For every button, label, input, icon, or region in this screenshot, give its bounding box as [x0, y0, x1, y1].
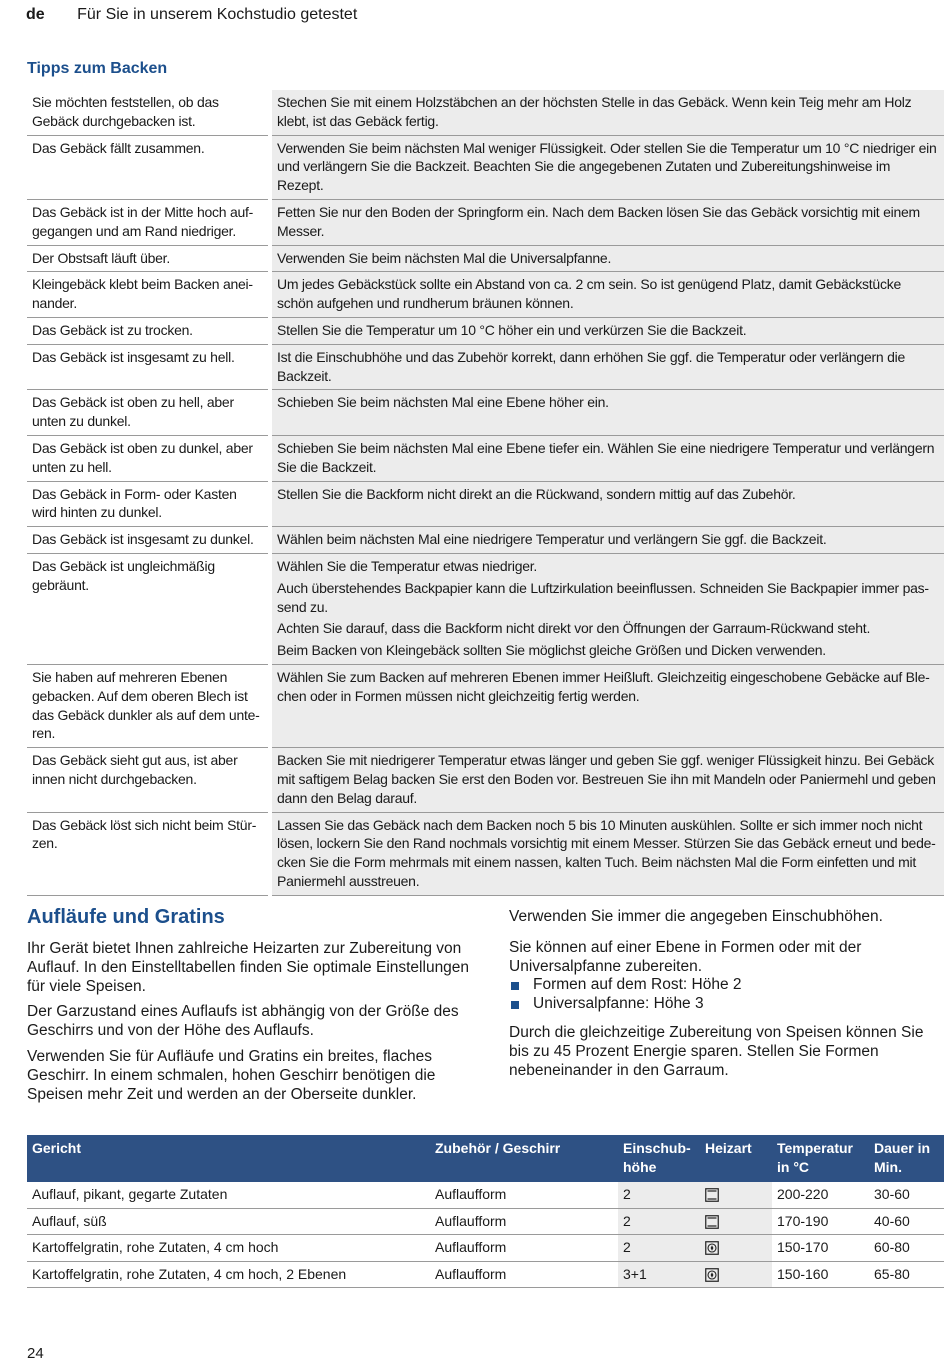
table-row [27, 435, 944, 481]
top-bottom-heat-icon [705, 1215, 719, 1229]
table-row [27, 1261, 944, 1288]
gratins-intro-right [509, 908, 939, 1087]
solution-text: Fetten Sie nur den Boden der Springform ein. Nach dem Backen lösen Sie das Gebäck vorsichtig mit einem Messer. [277, 203, 920, 239]
intro-paragraph: Ihr Gerät bietet Ihnen zahlreiche Heizarten zur Zubereitung von Auflauf. In den Einstelltabellen finden Sie optimale Einstellungen für viele Speisen. [27, 940, 470, 995]
dish-cell: Auflauf, süß [27, 1208, 430, 1235]
solution-cell [270, 90, 944, 135]
baking-tips-table [27, 90, 944, 896]
duration-cell: 65-80 [869, 1261, 944, 1288]
solution-cell [270, 272, 944, 318]
solution-cell [270, 317, 944, 344]
problem-cell: Sie möchten feststellen, ob das Gebäck durchgebacken ist. [32, 94, 219, 129]
table-row [27, 1235, 944, 1262]
shelf-level-cell: 2 [618, 1235, 700, 1262]
table-row [27, 527, 944, 554]
shelf-level-cell: 2 [618, 1208, 700, 1235]
page-header [26, 6, 357, 24]
column-header: Gericht [27, 1135, 430, 1182]
solution-text: Ist die Einschubhöhe und das Zubehör korrekt, dann erhöhen Sie ggf. die Temperatur oder verlängern die Backzeit. [277, 348, 905, 384]
solution-text: Schieben Sie beim nächsten Mal eine Ebene höher ein. [277, 394, 609, 411]
solution-text: Verwenden Sie beim nächsten Mal weniger Flüssigkeit. Oder stellen Sie die Temperatur um 10 °C niedriger ein und verlängern Sie die Backzeit. Beachten Sie die angegebenen Zutaten und Zubereitungshinweise im Rezept. [277, 139, 937, 194]
temperature-cell: 150-160 [772, 1261, 869, 1288]
solution-text: Wählen Sie zum Backen auf mehreren Ebenen immer Heißluft. Gleichzeitig eingeschobene Gebäcke auf Ble-chen oder in Formen müssen nicht gleichzeitig fertig werden. [277, 668, 930, 704]
heating-mode-cell [700, 1261, 772, 1288]
solution-cell [270, 344, 944, 390]
table-row [27, 245, 944, 272]
solution-cell [270, 527, 944, 554]
dish-cell: Kartoffelgratin, rohe Zutaten, 4 cm hoch, 2 Ebenen [27, 1261, 430, 1288]
solution-text: Stellen Sie die Backform nicht direkt an die Rückwand, sondern mittig auf das Zubehör. [277, 485, 796, 502]
shelf-level-list [509, 976, 939, 1014]
table-row [27, 664, 944, 747]
solution-cell [270, 664, 944, 747]
list-item: Formen auf dem Rost: Höhe 2 [509, 976, 939, 995]
problem-cell: Das Gebäck ist oben zu dunkel, aber unten zu hell. [27, 435, 270, 481]
solution-cell [270, 748, 944, 812]
intro-paragraph: Der Garzustand eines Auflaufs ist abhängig von der Größe des Geschirrs und von der Höhe des Auflaufs. [27, 1003, 459, 1040]
solution-text: Um jedes Gebäckstück sollte ein Abstand von ca. 2 cm sein. So ist genügend Platz, damit Gebäckstücke schön aufgehen und rundherum bräunen können. [277, 276, 902, 312]
heating-mode-cell [700, 1235, 772, 1262]
solution-text: Lassen Sie das Gebäck nach dem Backen noch 5 bis 10 Minuten auskühlen. Sollte er sich immer noch nicht lösen, lockern Sie den Rand nochmals vorsichtig mit einem Messer. Stürzen Sie das Gebäck erneut und bede-cken Sie die Form mehrmals mit einem nassen, kalten Tuch. Beim nächsten Mal die Form einfetten und mit Paniermehl ausstreuen. [277, 816, 936, 889]
accessory-cell: Auflaufform [430, 1182, 618, 1208]
column-header: Dauer in Min. [869, 1135, 944, 1182]
shelf-level-cell: 3+1 [618, 1261, 700, 1288]
column-header: Heizart [700, 1135, 772, 1182]
accessory-cell: Auflaufform [430, 1235, 618, 1262]
problem-cell: Das Gebäck in Form- oder Kasten wird hinten zu dunkel. [27, 481, 270, 527]
energy-note: Durch die gleichzeitige Zubereitung von Speisen können Sie bis zu 45 Prozent Energie sparen. Stellen Sie Formen nebeneinander in den Garraum. [509, 1023, 924, 1079]
table-row [27, 1208, 944, 1235]
solution-cell [270, 812, 944, 895]
problem-cell: Das Gebäck ist insgesamt zu dunkel. [27, 527, 270, 554]
intro-paragraph: Verwenden Sie für Aufläufe und Gratins ein breites, flaches Geschirr. In einem schmalen, hohen Geschirr benötigen die Speisen mehr Zeit und werden an der Oberseite dunkler. [27, 1047, 436, 1103]
solution-text: Auch überstehendes Backpapier kann die Luftzirkulation beeinflussen. Schneiden Sie Backpapier immer pas-send zu. [277, 579, 929, 615]
table-row [27, 317, 944, 344]
problem-cell: Das Gebäck fällt zusammen. [27, 135, 270, 199]
gratins-section-title: Aufläufe und Gratins [27, 906, 225, 928]
solution-cell [270, 245, 944, 272]
duration-cell: 60-80 [869, 1235, 944, 1262]
solution-cell [270, 199, 944, 245]
table-row [27, 272, 944, 318]
solution-text: Wählen beim nächsten Mal eine niedrigere Temperatur und verlängern Sie ggf. die Backzeit. [277, 531, 827, 548]
shelf-level-note: Verwenden Sie immer die angegeben Einschubhöhen. [509, 908, 883, 925]
cookware-note: Sie können auf einer Ebene in Formen oder mit der Universalpfanne zubereiten. [509, 938, 862, 975]
solution-cell [270, 135, 944, 199]
gratins-intro-left [27, 940, 477, 1111]
temperature-cell: 150-170 [772, 1235, 869, 1262]
shelf-level-cell: 2 [618, 1182, 700, 1208]
solution-text: Achten Sie darauf, dass die Backform nicht direkt vor den Öffnungen der Garraum-Rückwand steht. [277, 620, 871, 637]
solution-text: Schieben Sie beim nächsten Mal eine Ebene tiefer ein. Wählen Sie eine niedrigere Temperatur und verlängern Sie die Backzeit. [277, 439, 935, 475]
problem-cell: Sie haben auf mehreren Ebenen gebacken. Auf dem oberen Blech ist das Gebäck dunkler als auf dem unte-ren. [27, 664, 270, 747]
tips-section-title: Tipps zum Backen [27, 60, 168, 77]
solution-text: Backen Sie mit niedrigerer Temperatur etwas länger und geben Sie ggf. weniger Flüssigkeit hinzu. Bei Gebäck mit saftigem Belag backen Sie erst den Boden vor. Bestreuen Sie ihn mit Mandeln oder Paniermehl und geben dann den Belag darauf. [277, 752, 936, 806]
gratin-settings-table [27, 1135, 944, 1288]
solution-text: Stechen Sie mit einem Holzstäbchen an der höchsten Stelle in das Gebäck. Wenn kein Teig mehr am Holz klebt, ist das Gebäck fertig. [277, 94, 912, 129]
solution-cell [270, 553, 944, 664]
temperature-cell: 200-220 [772, 1182, 869, 1208]
column-header: Temperatur in °C [772, 1135, 869, 1182]
problem-cell: Das Gebäck ist zu trocken. [27, 317, 270, 344]
problem-cell: Das Gebäck ist ungleichmäßig gebräunt. [27, 553, 270, 664]
heating-mode-cell [700, 1208, 772, 1235]
column-header: Zubehör / Geschirr [430, 1135, 618, 1182]
temperature-cell: 170-190 [772, 1208, 869, 1235]
solution-text: Wählen Sie die Temperatur etwas niedriger. [277, 557, 538, 574]
solution-text: Verwenden Sie beim nächsten Mal die Universalpfanne. [277, 249, 612, 266]
table-row [27, 344, 944, 390]
problem-cell: Das Gebäck ist oben zu hell, aber unten zu dunkel. [27, 390, 270, 436]
problem-cell: Das Gebäck löst sich nicht beim Stür-zen. [27, 812, 270, 895]
problem-cell: Das Gebäck ist in der Mitte hoch auf-gegangen und am Rand niedriger. [27, 199, 270, 245]
solution-cell [270, 390, 944, 436]
dish-cell: Auflauf, pikant, gegarte Zutaten [27, 1182, 430, 1208]
table-row [27, 199, 944, 245]
solution-text: Stellen Sie die Temperatur um 10 °C höher ein und verkürzen Sie die Backzeit. [277, 321, 747, 338]
problem-cell: Das Gebäck sieht gut aus, ist aber innen nicht durchgebacken. [27, 748, 270, 812]
problem-cell: Kleingebäck klebt beim Backen anei-nander. [27, 272, 270, 318]
duration-cell: 30-60 [869, 1182, 944, 1208]
table-row [27, 481, 944, 527]
solution-text: Beim Backen von Kleingebäck sollten Sie möglichst gleiche Größen und Dicken verwenden. [277, 642, 826, 659]
heating-mode-cell [700, 1182, 772, 1208]
page-number: 24 [27, 1345, 44, 1362]
header-title: Für Sie in unserem Kochstudio getestet [77, 6, 358, 23]
table-row [27, 1182, 944, 1208]
table-row [27, 90, 944, 135]
column-header: Einschub-höhe [618, 1135, 700, 1182]
dish-cell: Kartoffelgratin, rohe Zutaten, 4 cm hoch [27, 1235, 430, 1262]
table-row [27, 390, 944, 436]
top-bottom-heat-icon [705, 1188, 719, 1202]
problem-cell: Das Gebäck ist insgesamt zu hell. [27, 344, 270, 390]
table-row [27, 553, 944, 664]
table-row [27, 812, 944, 895]
table-header-row [27, 1135, 944, 1182]
list-item: Universalpfanne: Höhe 3 [509, 995, 939, 1014]
hot-air-icon [705, 1241, 719, 1255]
solution-cell [270, 481, 944, 527]
table-row [27, 135, 944, 199]
language-code: de [26, 6, 45, 23]
problem-cell: Der Obstsaft läuft über. [27, 245, 270, 272]
table-row [27, 748, 944, 812]
duration-cell: 40-60 [869, 1208, 944, 1235]
accessory-cell: Auflaufform [430, 1208, 618, 1235]
hot-air-icon [705, 1268, 719, 1282]
accessory-cell: Auflaufform [430, 1261, 618, 1288]
solution-cell [270, 435, 944, 481]
